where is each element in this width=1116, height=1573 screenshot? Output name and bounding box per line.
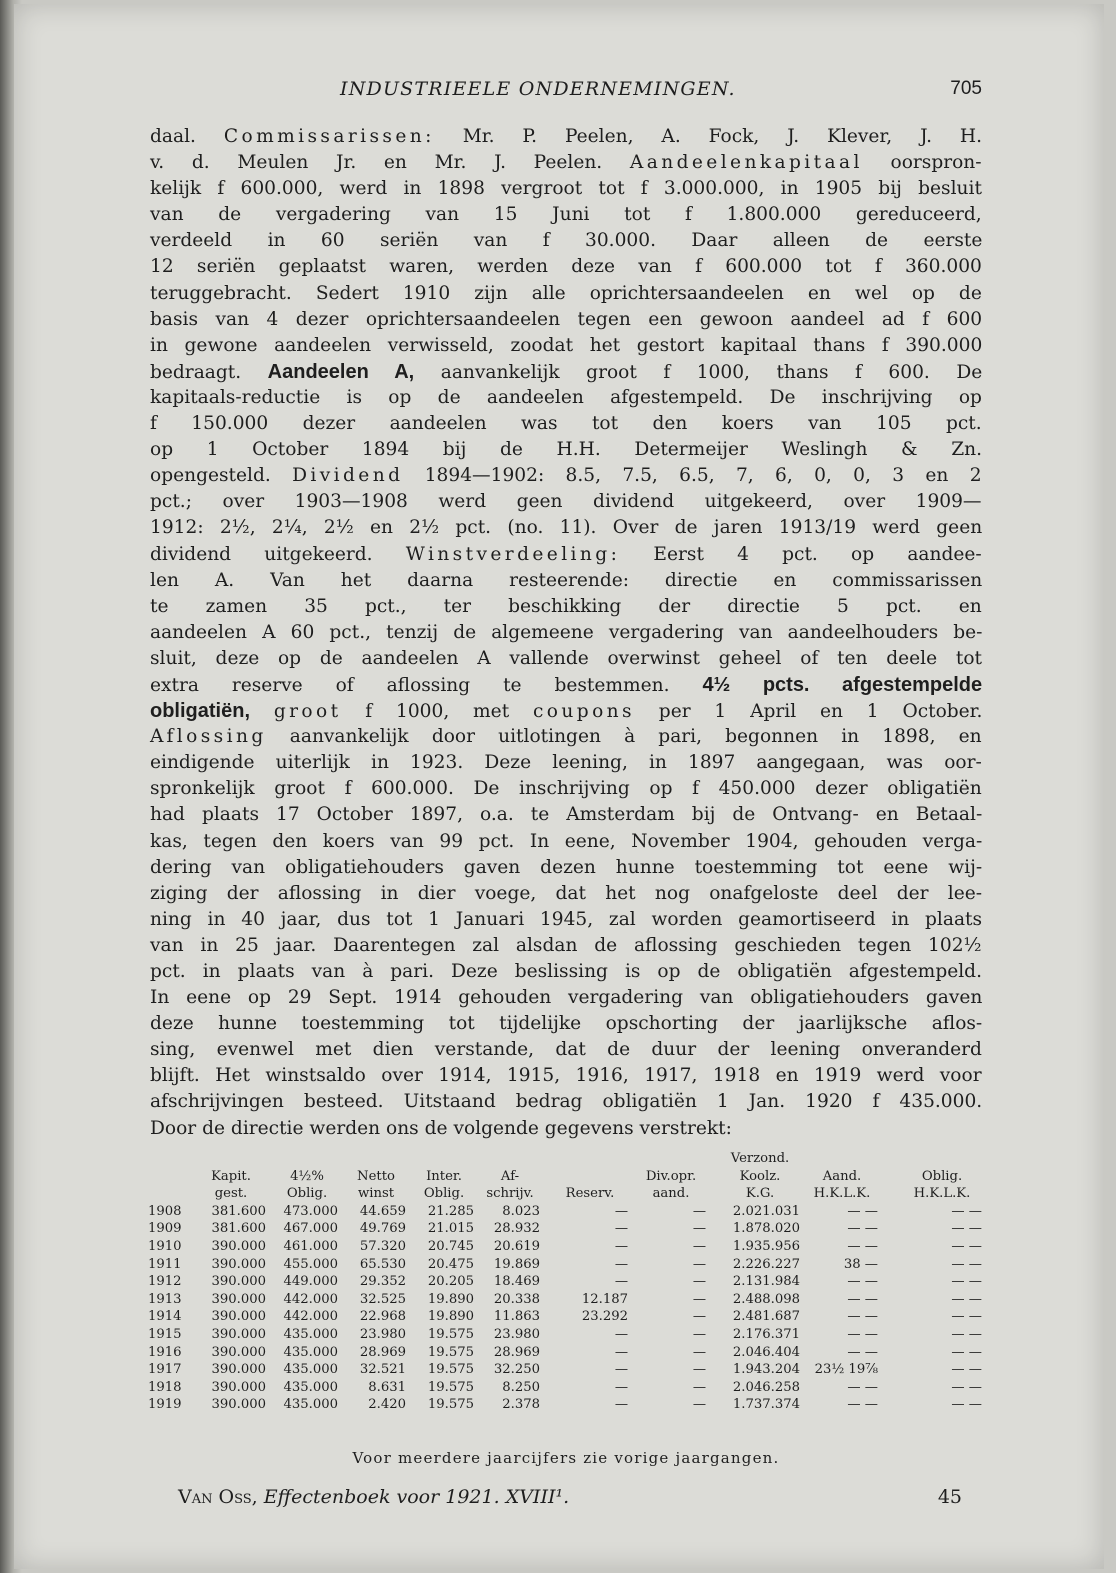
text-run: bedraagt. [150,361,268,383]
table-cell: 20.475 [427,1256,474,1272]
table-cell: — [692,1203,706,1219]
text-run: oorspron- [862,152,982,174]
table-cell: — [692,1256,706,1272]
text-line [150,568,982,594]
table-row [150,1203,982,1221]
text-line [150,202,982,228]
table-cell: — [614,1326,628,1342]
text-run: blijft. Het winstsaldo over 1914, 1915, 1916, 1917, 1918 en 1919 werd voor [150,1065,982,1087]
table-cell: 449.000 [283,1274,338,1290]
table-row [150,1308,982,1326]
footer-source [178,1486,569,1508]
bold-term: obligatiën, [150,700,250,723]
table-cell: 435.000 [283,1362,338,1378]
text-run: dividend uitgekeerd. [150,543,406,565]
table-cell: 32.521 [359,1362,406,1378]
table-cell: 1914 [148,1309,182,1325]
table-cell: 2.420 [368,1397,406,1413]
table-cell: — [692,1326,706,1342]
table-cell: 28.969 [359,1344,406,1360]
text-run: Door de directie werden ons de volgende gegevens verstrekt: [150,1117,732,1139]
text-line [150,933,982,959]
table-cell: 8.250 [502,1379,540,1395]
table-cell: 461.000 [283,1238,338,1254]
table-cell: — [692,1274,706,1290]
table-cell: — [614,1274,628,1290]
table-cell: 390.000 [211,1326,266,1342]
table-cell: 2.046.404 [732,1344,800,1360]
text-run: Mr. P. Peelen, A. Fock, J. Klever, J. H. [434,126,983,147]
table-cell: 19.575 [427,1362,474,1378]
table-cell: 390.000 [211,1379,266,1395]
table-cell: — — [847,1379,878,1395]
table-cell: — — [847,1326,878,1342]
table-cell: 1908 [148,1203,182,1219]
text-line [150,281,982,307]
table-cell: 19.575 [427,1397,474,1413]
text-run: ziging der aflossing in dier voege, dat het nog onafgeloste deel der lee- [150,882,983,904]
table-header-cell: H.K.L.K. [913,1186,971,1202]
text-run: aanvankelijk groot f 1000, thans f 600. De [414,361,983,383]
spaced-term: Commissarissen: [223,126,435,147]
table-cell: 19.890 [427,1309,474,1325]
table-header-cell: Kapit. [211,1168,251,1184]
table-cell: — — [847,1274,878,1290]
text-run: had plaats 17 October 1897, o.a. te Amsterdam bij de Ontvang- en Betaal- [150,804,983,826]
table-cell: 381.600 [211,1203,266,1219]
table-cell: — — [951,1344,982,1360]
table-cell: 435.000 [283,1379,338,1395]
bold-term: Aandeelen A, [267,360,415,383]
table-header-cell: aand. [652,1186,690,1202]
text-line [150,150,982,176]
table-row [150,1326,982,1344]
table-cell: 2.131.984 [732,1274,800,1290]
table-header-cell: schrijv. [486,1186,534,1202]
text-line [150,698,982,724]
table-header-cell: Oblig. [286,1186,328,1202]
footer-sheet-number: 45 [937,1486,962,1508]
running-head: INDUSTRIEELE ONDERNEMINGEN. [340,78,736,100]
body-text [150,124,982,1142]
text-run: basis van 4 dezer oprichtersaandeelen tegen een gewoon aandeel ad f 600 [150,308,983,330]
text-run: kas, tegen den koers van 99 pct. In eene, November 1904, gehouden verga- [150,830,983,852]
text-line [150,829,982,855]
table-cell: 435.000 [283,1344,338,1360]
table-cell: — — [847,1397,878,1413]
table-cell: — [692,1362,706,1378]
text-run: In eene op 29 Sept. 1914 gehouden vergadering van obligatiehouders gaven [150,987,983,1009]
table-cell: — [692,1221,706,1237]
text-run: opengesteld. [150,465,293,487]
table-cell: 20.745 [427,1238,474,1254]
table-cell: — [614,1256,628,1272]
table-cell: 12.187 [581,1291,628,1307]
table-cell: 18.469 [493,1274,540,1290]
text-run [250,701,274,722]
table-cell: — [692,1238,706,1254]
text-run: pct. in plaats van à pari. Deze beslissing is op de obligatiën afgestempeld. [150,961,982,982]
table-cell: — — [847,1238,878,1254]
table-header-cell: Koolz. [739,1168,781,1184]
table-cell: 1909 [148,1221,182,1237]
table-cell: 467.000 [283,1221,338,1237]
table-header-cell: H.K.L.K. [813,1186,871,1202]
text-line [150,1011,982,1037]
text-line [150,463,982,489]
table-cell: — [692,1291,706,1307]
table-cell: 442.000 [283,1291,338,1307]
table-cell: 32.250 [493,1362,540,1378]
text-run: aandeelen A 60 pct., tenzij de algemeene vergadering van aandeelhouders be- [150,621,983,643]
text-line [150,907,982,933]
text-line [150,1037,982,1063]
table-cell: — — [951,1203,982,1219]
text-line [150,228,982,254]
table-cell: — — [847,1309,878,1325]
table-row [150,1344,982,1362]
text-line [150,176,982,202]
text-run: dering van obligatiehouders gaven dezen hunne toestemming tot eene wij- [150,856,983,878]
table-row [150,1220,982,1238]
table-header-cell: Div.opr. [645,1168,697,1184]
table-cell: 2.378 [502,1397,540,1413]
text-run: sing, evenwel met dien verstande, dat de duur der leening onveranderd [150,1039,982,1061]
table-cell: 2.481.687 [732,1309,800,1325]
table-cell: 19.575 [427,1326,474,1342]
text-run: f 150.000 dezer aandeelen was tot den koers van 105 pct. [150,413,982,435]
table-cell: — — [847,1203,878,1219]
table-cell: — [614,1238,628,1254]
text-run: spronkelijk groot f 600.000. De inschrijving op f 450.000 dezer obligatiën [150,778,982,800]
table-cell: 19.575 [427,1344,474,1360]
table-cell: 381.600 [211,1221,266,1237]
table-row [150,1238,982,1256]
table-cell: 390.000 [211,1397,266,1413]
table-cell: 1918 [148,1379,182,1395]
table-cell: — — [951,1238,982,1254]
text-line [150,594,982,620]
table-cell: — — [951,1397,982,1413]
text-line [150,515,982,541]
table-cell: 8.023 [502,1203,540,1219]
table-header-cell: K.G. [745,1186,775,1202]
table-header-cell: Inter. [426,1168,462,1184]
table-cell: 2.176.371 [732,1326,800,1342]
table-cell: — — [847,1221,878,1237]
text-run: len A. Van het daarna resteerende: directie en commissarissen [150,569,983,591]
text-run: op 1 October 1894 bij de H.H. Determeijer Weslingh & Zn. [150,439,982,461]
table-cell: 8.631 [368,1379,406,1395]
text-run: van de vergadering van 15 Juni tot f 1.800.000 gereduceerd, [150,204,982,226]
spaced-term: Winstverdeeling: [405,543,621,565]
table-cell: 23½ 19⅞ [814,1362,878,1378]
table-cell: 20.205 [427,1274,474,1290]
spaced-term: Aflossing [150,726,267,748]
table-header-cell: Netto [357,1168,395,1184]
text-line [150,333,982,359]
table-cell: 2.226.227 [732,1256,800,1272]
table-cell: 1912 [148,1274,182,1290]
table-cell: — [614,1397,628,1413]
text-line [150,802,982,828]
text-line [150,437,982,463]
footer-book-title: Effectenboek voor 1921. [263,1486,500,1508]
table-row [150,1291,982,1309]
text-run: daal. [150,126,224,147]
table-cell: — — [951,1379,982,1395]
table-cell: — [692,1344,706,1360]
text-line [150,489,982,515]
financial-table [150,1150,982,1414]
table-cell: 44.659 [359,1203,406,1219]
table-note: Voor meerdere jaarcijfers zie vorige jaargangen. [352,1449,780,1467]
table-cell: 2.488.098 [732,1291,800,1307]
table-cell: 390.000 [211,1274,266,1290]
table-cell: 21.285 [427,1203,474,1219]
spaced-term: groot [273,701,342,723]
text-run: extra reserve of aflossing te bestemmen. [150,674,703,696]
text-run: te zamen 35 pct., ter beschikking der directie 5 pct. en [150,595,982,617]
spaced-term: coupons [532,701,635,723]
text-line [150,1063,982,1089]
table-row [150,1379,982,1397]
text-line [150,959,982,985]
spaced-term: Aandeelenkapitaal [629,152,863,174]
table-cell: 473.000 [283,1203,338,1219]
text-run: kelijk f 600.000, werd in 1898 vergroot tot f 3.000.000, in 1905 bij besluit [150,178,982,200]
text-run: deze hunne toestemming tot tijdelijke opschorting der jaarlijksche aflos- [150,1013,983,1035]
text-run: Eerst 4 pct. op aandee- [620,543,982,565]
text-run: afschrijvingen besteed. Uitstaand bedrag obligatiën 1 Jan. 1920 f 435.000. [150,1091,983,1113]
text-run: in gewone aandeelen verwisseld, zoodat het gestort kapitaal thans f 390.000 [150,334,983,356]
table-cell: 1.878.020 [732,1221,800,1237]
text-run: 1894—1902: 8.5, 7.5, 6.5, 7, 6, 0, 0, 3 en 2 [403,465,982,487]
text-run: verdeeld in 60 seriën van f 30.000. Daar alleen de eerste [150,230,983,252]
table-header-cell: Aand. [822,1168,862,1184]
table-cell: 65.530 [359,1256,406,1272]
table-header-cell: Verzond. [730,1151,790,1166]
table-cell: 23.980 [359,1326,406,1342]
text-line [150,855,982,881]
table-cell: 1915 [148,1326,182,1342]
table-cell: 1.943.204 [732,1362,800,1378]
table-cell: 435.000 [283,1397,338,1413]
text-run: f 1000, met [341,701,533,723]
table-header-row [150,1150,982,1168]
table-cell: 435.000 [283,1326,338,1342]
text-line [150,542,982,568]
table-cell: 1916 [148,1344,182,1360]
table-cell: 2.046.258 [732,1379,800,1395]
text-line [150,724,982,750]
table-cell: 20.338 [493,1291,540,1307]
table-cell: — [692,1379,706,1395]
table-cell: — — [951,1274,982,1290]
text-run: eindigende uiterlijk in 1923. Deze leening, in 1897 aangegaan, was oor- [150,752,982,774]
text-line [150,620,982,646]
table-header-cell: Oblig. [921,1168,963,1184]
table-cell: — — [951,1221,982,1237]
table-cell: 390.000 [211,1291,266,1307]
table-cell: 390.000 [211,1309,266,1325]
text-run: kapitaals-reductie is op de aandeelen afgestempeld. De inschrijving op [150,386,982,408]
table-cell: — — [951,1291,982,1307]
table-header-cell: Reserv. [565,1186,615,1202]
table-cell: 455.000 [283,1256,338,1272]
table-cell: — — [951,1256,982,1272]
table-cell: 1913 [148,1291,182,1307]
table-header-cell: Oblig. [423,1186,465,1202]
text-line [150,776,982,802]
table-cell: 19.575 [427,1379,474,1395]
table-cell: 57.320 [359,1238,406,1254]
page-number: 705 [950,78,982,99]
table-cell: 390.000 [211,1238,266,1254]
table-row [150,1396,982,1414]
text-line [150,254,982,280]
table-cell: 1919 [148,1397,182,1413]
text-line [150,672,982,698]
table-cell: 390.000 [211,1362,266,1378]
table-cell: — — [951,1309,982,1325]
text-run: v. d. Meulen Jr. en Mr. J. Peelen. [150,152,630,174]
table-header-cell: gest. [214,1186,248,1202]
table-cell: 1910 [148,1238,182,1254]
table-cell: 21.015 [427,1221,474,1237]
text-line [150,411,982,437]
text-line [150,646,982,672]
table-cell: 23.292 [581,1309,628,1325]
table-cell: — — [847,1344,878,1360]
table-cell: — [692,1309,706,1325]
table-cell: — [614,1203,628,1219]
table-cell: 1.737.374 [732,1397,800,1413]
table-cell: — [614,1344,628,1360]
text-run: 1912: 2½, 2¼, 2½ en 2½ pct. (no. 11). Over de jaren 1913/19 werd geen [150,517,983,539]
table-cell: 32.525 [359,1291,406,1307]
table-header-cell: Af- [500,1168,520,1184]
text-run: pct.; over 1903—1908 werd geen dividend uitgekeerd, over 1909— [150,491,982,513]
table-cell: 28.932 [493,1221,540,1237]
text-line [150,881,982,907]
text-line [150,124,982,150]
table-cell: — [692,1397,706,1413]
table-cell: 22.968 [359,1309,406,1325]
table-row [150,1361,982,1379]
table-cell: 11.863 [493,1309,540,1325]
text-line [150,750,982,776]
table-cell: — — [847,1291,878,1307]
text-line [150,1089,982,1115]
text-run: aanvankelijk door uitlotingen à pari, begonnen in 1898, en [266,726,982,748]
table-header-row [150,1168,982,1186]
table-cell: — — [951,1326,982,1342]
table-cell: 390.000 [211,1344,266,1360]
spaced-term: Dividend [292,465,404,487]
table-row [150,1273,982,1291]
table-cell: 1.935.956 [732,1238,800,1254]
table-header-row [150,1185,982,1203]
table-cell: 38 — [843,1256,878,1272]
table-cell: 19.869 [493,1256,540,1272]
table-cell: — [614,1362,628,1378]
table-row [150,1256,982,1274]
table-cell: 1911 [148,1256,182,1272]
table-cell: 23.980 [493,1326,540,1342]
text-run: ning in 40 jaar, dus tot 1 Januari 1945, zal worden geamortiseerd in plaats [150,908,983,930]
table-cell: 390.000 [211,1256,266,1272]
text-line [150,1116,982,1142]
footer-author: Van Oss, [178,1486,258,1508]
table-cell: 19.890 [427,1291,474,1307]
table-cell: — [614,1221,628,1237]
text-run: sluit, deze op de aandeelen A vallende overwinst geheel of ten deele tot [150,647,983,669]
table-cell: 442.000 [283,1309,338,1325]
text-line [150,307,982,333]
text-line [150,985,982,1011]
table-header-cell: 4½% [290,1168,324,1184]
table-cell: 28.969 [493,1344,540,1360]
text-line [150,385,982,411]
table-cell: 2.021.031 [732,1203,800,1219]
bold-term: 4½ pcts. afgestempelde [702,673,983,696]
text-line [150,359,982,385]
table-cell: 49.769 [359,1221,406,1237]
footer-volume: XVIII¹. [505,1486,570,1508]
page-header [150,76,982,106]
table-cell: — — [951,1362,982,1378]
table-header-cell: winst [357,1186,395,1202]
table-cell: 20.619 [493,1238,540,1254]
table-cell: 1917 [148,1362,182,1378]
table-cell: — [614,1379,628,1395]
text-run: teruggebracht. Sedert 1910 zijn alle oprichtersaandeelen en wel op de [150,282,982,304]
text-run: per 1 April en 1 October. [634,701,983,723]
table-cell: 29.352 [359,1274,406,1290]
text-run: 12 seriën geplaatst waren, werden deze van f 600.000 tot f 360.000 [150,256,982,278]
page-footer [150,1486,982,1514]
text-run: van in 25 jaar. Daarentegen zal alsdan de aflossing geschieden tegen 102½ [150,934,982,956]
